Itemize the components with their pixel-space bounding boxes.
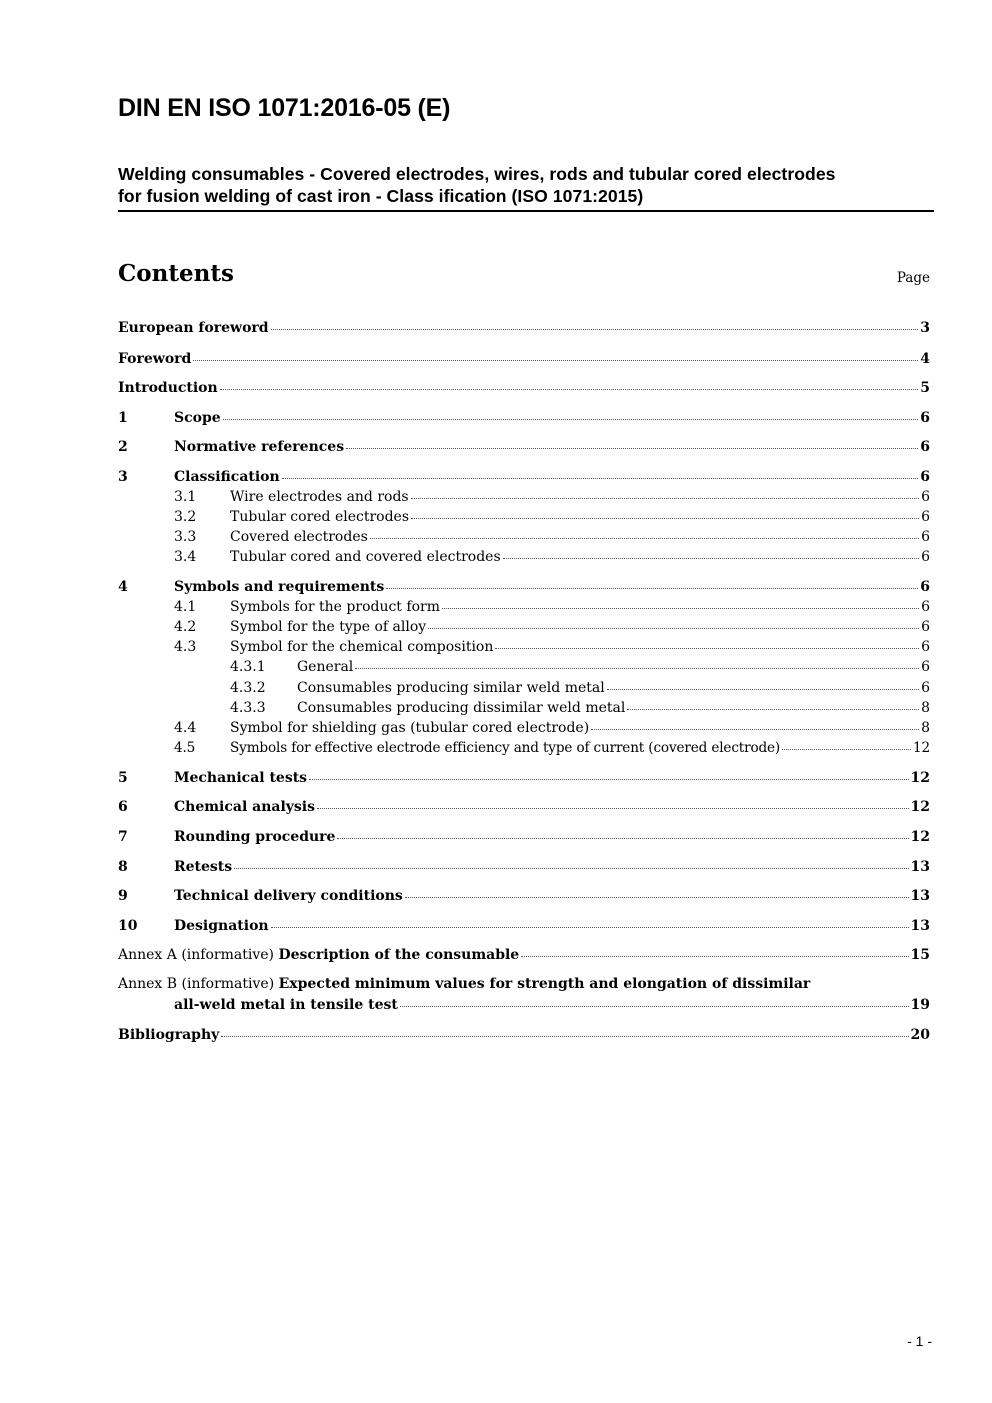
toc-entry-label: Technical delivery conditions: [174, 888, 403, 904]
document-id: DIN EN ISO 1071:2016-05 (E): [118, 94, 451, 122]
toc-entry-number: 4.3: [174, 639, 197, 655]
toc-entry-8[interactable]: [118, 856, 930, 876]
annex-title: Expected minimum values for strength and elongation of dissimilar: [278, 976, 811, 992]
leader-dots: [271, 315, 919, 330]
leader-dots: [503, 544, 919, 559]
toc-entry-label: European foreword: [118, 320, 269, 336]
toc-entry-3-2[interactable]: [174, 506, 930, 526]
toc-entry-label: Symbols and requirements: [174, 579, 385, 595]
leader-dots: [271, 913, 909, 928]
leader-dots: [355, 654, 919, 669]
toc-entry-label: Symbols for the product form: [230, 599, 440, 615]
toc-entry-5[interactable]: [118, 767, 930, 787]
leader-dots: [411, 484, 919, 499]
annex-title: Description of the consumable: [278, 947, 520, 963]
toc-entry-number: 4.1: [174, 599, 197, 615]
toc-entry-annex-b-continued[interactable]: [174, 994, 930, 1014]
subtitle-line-1: Welding consumables - Covered electrodes, wires, rods and tubular cored electrodes: [118, 164, 836, 184]
toc-entry-number: 3.1: [174, 489, 197, 505]
toc-entry-9[interactable]: [118, 885, 930, 905]
toc-entry-label: General: [297, 659, 354, 675]
toc-entry-page: 12: [910, 799, 930, 815]
toc-entry-page: 6: [921, 659, 930, 675]
leader-dots: [428, 614, 919, 629]
toc-entry-page: 6: [921, 489, 930, 505]
leader-dots: [411, 504, 919, 519]
toc-entry-label: Retests: [174, 859, 233, 875]
toc-entry-number: 5: [118, 770, 128, 786]
leader-dots: [405, 883, 909, 898]
toc-entry-annex-a[interactable]: [118, 944, 930, 964]
toc-entry-3-3[interactable]: [174, 526, 930, 546]
toc-entry-number: 1: [118, 410, 128, 426]
toc-entry-4-2[interactable]: [174, 616, 930, 636]
leader-dots: [400, 992, 909, 1007]
toc-entry-page: 6: [920, 469, 930, 485]
toc-entry-3[interactable]: [118, 466, 930, 486]
toc-entry-page: 20: [910, 1027, 930, 1043]
toc-entry-label: Scope: [174, 410, 221, 426]
toc-entry-3-4[interactable]: [174, 546, 930, 566]
annex-prefix: Annex B (informative): [118, 976, 279, 992]
toc-entry-label: Foreword: [118, 351, 192, 367]
toc-entry-4-3-2[interactable]: [230, 677, 930, 697]
toc-entry-page: 6: [921, 639, 930, 655]
toc-entry-page: 3: [920, 320, 930, 336]
toc-entry-label: [118, 974, 810, 994]
leader-dots: [282, 464, 919, 479]
contents-heading: Contents: [118, 260, 234, 287]
toc-entry-label: Covered electrodes: [230, 529, 368, 545]
toc-entry-bibliography[interactable]: [118, 1024, 930, 1044]
toc-entry-4-1[interactable]: [174, 596, 930, 616]
toc-entry-page: 13: [910, 859, 930, 875]
toc-entry-number: 9: [118, 888, 128, 904]
toc-entry-european-foreword[interactable]: [118, 317, 930, 337]
toc-entry-4-3-3[interactable]: [230, 697, 930, 717]
leader-dots: [495, 634, 919, 649]
toc-entry-page: 6: [920, 439, 930, 455]
leader-dots: [317, 794, 909, 809]
toc-entry-page: 12: [913, 740, 930, 756]
toc-entry-annex-b[interactable]: [118, 974, 930, 994]
toc-entry-foreword[interactable]: [118, 348, 930, 368]
toc-entry-label: Introduction: [118, 380, 218, 396]
toc-entry-number: 8: [118, 859, 128, 875]
leader-dots: [521, 942, 908, 957]
leader-dots: [223, 405, 919, 420]
toc-entry-label: Symbol for shielding gas (tubular cored electrode): [230, 720, 590, 736]
leader-dots: [193, 346, 918, 361]
document-subtitle: [118, 163, 934, 207]
toc-entry-number: 3.4: [174, 549, 197, 565]
toc-entry-page: 6: [921, 680, 930, 696]
toc-entry-page: 8: [921, 700, 930, 716]
subtitle-line-2: for fusion welding of cast iron - Class ification (ISO 1071:2015): [118, 186, 644, 206]
leader-dots: [220, 375, 919, 390]
toc-entry-page: 5: [920, 380, 930, 396]
toc-entry-label: Rounding procedure: [174, 829, 336, 845]
toc-entry-number: 3.2: [174, 509, 197, 525]
toc-entry-page: 6: [921, 509, 930, 525]
toc-entry-page: 6: [920, 579, 930, 595]
toc-entry-label: Consumables producing similar weld metal: [297, 680, 605, 696]
leader-dots: [607, 675, 919, 690]
toc-entry-label: Bibliography: [118, 1027, 220, 1043]
leader-dots: [442, 594, 919, 609]
toc-entry-label: Symbol for the type of alloy: [230, 619, 427, 635]
toc-entry-number: 4.3.1: [230, 659, 266, 675]
leader-dots: [627, 695, 919, 710]
title-divider: [118, 210, 934, 212]
toc-entry-label: [118, 945, 519, 965]
toc-entry-number: 4.2: [174, 619, 197, 635]
toc-entry-label: Symbols for effective electrode efficiency and type of current (covered electrode): [230, 740, 781, 756]
toc-entry-6[interactable]: [118, 796, 930, 816]
toc-entry-4[interactable]: [118, 576, 930, 596]
toc-entry-page: 6: [921, 619, 930, 635]
toc-entry-page: 6: [921, 599, 930, 615]
leader-dots: [309, 765, 908, 780]
toc-entry-label: Consumables producing dissimilar weld metal: [297, 700, 626, 716]
toc-entry-label: Symbol for the chemical composition: [230, 639, 494, 655]
toc-entry-page: 15: [910, 947, 930, 963]
toc-entry-page: 4: [920, 351, 930, 367]
toc-entry-label: Tubular cored and covered electrodes: [230, 549, 501, 565]
toc-entry-label: Mechanical tests: [174, 770, 308, 786]
toc-entry-page: 13: [910, 918, 930, 934]
toc-entry-number: 4.3.2: [230, 680, 266, 696]
toc-entry-number: 4: [118, 579, 128, 595]
footer-page-number: - 1 -: [907, 1333, 932, 1349]
leader-dots: [234, 854, 908, 869]
toc-entry-4-3-1[interactable]: [230, 656, 930, 676]
toc-entry-introduction[interactable]: [118, 377, 930, 397]
toc-entry-page: 6: [921, 549, 930, 565]
toc-entry-number: 3: [118, 469, 128, 485]
toc-entry-label: Designation: [174, 918, 269, 934]
leader-dots: [370, 524, 919, 539]
toc-entry-number: 7: [118, 829, 128, 845]
leader-dots: [782, 735, 911, 750]
toc-entry-2[interactable]: [118, 436, 930, 456]
toc-entry-10[interactable]: [118, 915, 930, 935]
toc-entry-page: 8: [921, 720, 930, 736]
toc-entry-number: 2: [118, 439, 128, 455]
toc-entry-page: 19: [910, 997, 930, 1013]
toc-entry-number: 3.3: [174, 529, 197, 545]
leader-dots: [221, 1022, 908, 1037]
toc-entry-label: all-weld metal in tensile test: [174, 997, 398, 1013]
toc-entry-page: 13: [910, 888, 930, 904]
leader-dots: [386, 574, 918, 589]
toc-entry-4-5[interactable]: [174, 737, 930, 757]
leader-dots: [591, 715, 919, 730]
toc-entry-label: Normative references: [174, 439, 345, 455]
toc-entry-label: Wire electrodes and rods: [230, 489, 409, 505]
toc-entry-number: 4.5: [174, 740, 196, 756]
toc-entry-label: Classification: [174, 469, 280, 485]
toc-entry-page: 6: [920, 410, 930, 426]
toc-entry-4-4[interactable]: [174, 717, 930, 737]
toc-entry-number: 4.3.3: [230, 700, 266, 716]
toc-entry-label: Chemical analysis: [174, 799, 316, 815]
toc-entry-7[interactable]: [118, 826, 930, 846]
toc-entry-page: 12: [910, 770, 930, 786]
toc-entry-3-1[interactable]: [174, 486, 930, 506]
page-column-label: Page: [896, 270, 930, 286]
toc-entry-number: 10: [118, 918, 138, 934]
leader-dots: [337, 824, 908, 839]
toc-entry-label: Tubular cored electrodes: [230, 509, 410, 525]
toc-entry-number: 4.4: [174, 720, 197, 736]
leader-dots: [346, 434, 918, 449]
toc-entry-page: 6: [921, 529, 930, 545]
annex-prefix: Annex A (informative): [118, 947, 279, 963]
toc-entry-1[interactable]: [118, 407, 930, 427]
toc-entry-number: 6: [118, 799, 128, 815]
toc-entry-page: 12: [910, 829, 930, 845]
toc-entry-4-3[interactable]: [174, 636, 930, 656]
